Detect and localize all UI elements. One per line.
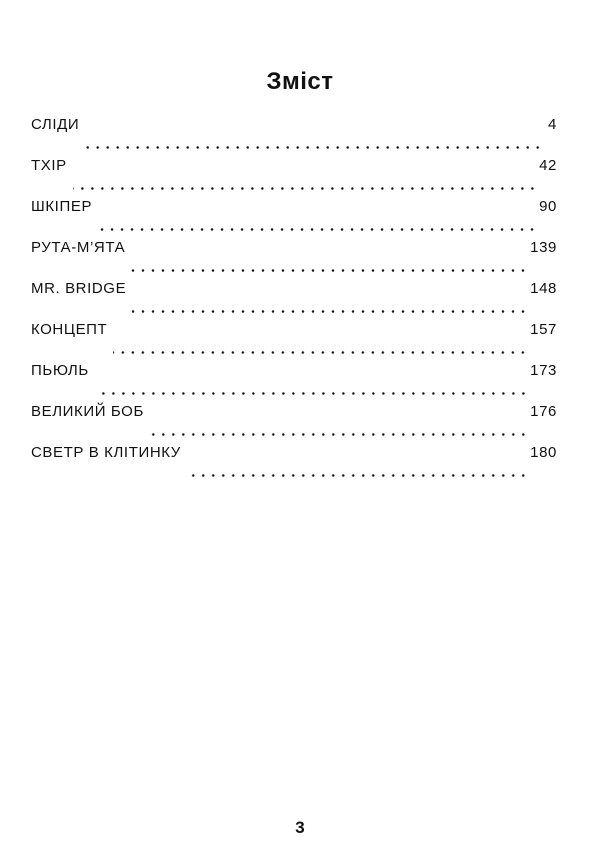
toc-entry	[31, 444, 557, 485]
table-of-contents	[31, 116, 557, 485]
toc-entry-title: РУТА-М’ЯТА	[31, 239, 126, 256]
toc-entry	[31, 157, 557, 198]
dot-leader	[150, 433, 528, 436]
toc-entry-page: 90	[539, 198, 557, 215]
toc-entry-page: 176	[530, 403, 557, 420]
toc-entry-title: СВЕТР В КЛІТИНКУ	[31, 444, 181, 461]
toc-entry	[31, 362, 557, 403]
toc-entry-page: 139	[530, 239, 557, 256]
dot-leader	[98, 228, 537, 231]
dot-leader	[187, 474, 528, 477]
toc-entry	[31, 116, 557, 157]
toc-entry	[31, 321, 557, 362]
dot-leader	[113, 351, 528, 354]
dot-leader	[132, 310, 528, 313]
toc-entry-page: 180	[530, 444, 557, 461]
toc-entry-title: ШКІПЕР	[31, 198, 93, 215]
toc-entry	[31, 239, 557, 280]
toc-entry-title: MR. BRIDGE	[31, 280, 127, 297]
toc-entry	[31, 280, 557, 321]
toc-entry-title: ТХІР	[31, 157, 67, 174]
toc-entry-title: ПЬЮЛЬ	[31, 362, 89, 379]
toc-title: Зміст	[266, 68, 334, 95]
toc-entry	[31, 198, 557, 239]
dot-leader	[95, 392, 528, 395]
toc-entry-title: СЛІДИ	[31, 116, 80, 133]
toc-entry-page: 148	[530, 280, 557, 297]
toc-entry-page: 157	[530, 321, 557, 338]
toc-entry-title: ВЕЛИКИЙ БОБ	[31, 403, 144, 420]
dot-leader	[131, 269, 528, 272]
toc-entry	[31, 403, 557, 444]
toc-entry-page: 173	[530, 362, 557, 379]
dot-leader	[85, 146, 543, 149]
toc-entry-page: 42	[539, 157, 557, 174]
toc-entry-title: КОНЦЕПТ	[31, 321, 108, 338]
toc-entry-page: 4	[548, 116, 557, 133]
page-number: 3	[295, 818, 305, 837]
dot-leader	[73, 187, 537, 190]
